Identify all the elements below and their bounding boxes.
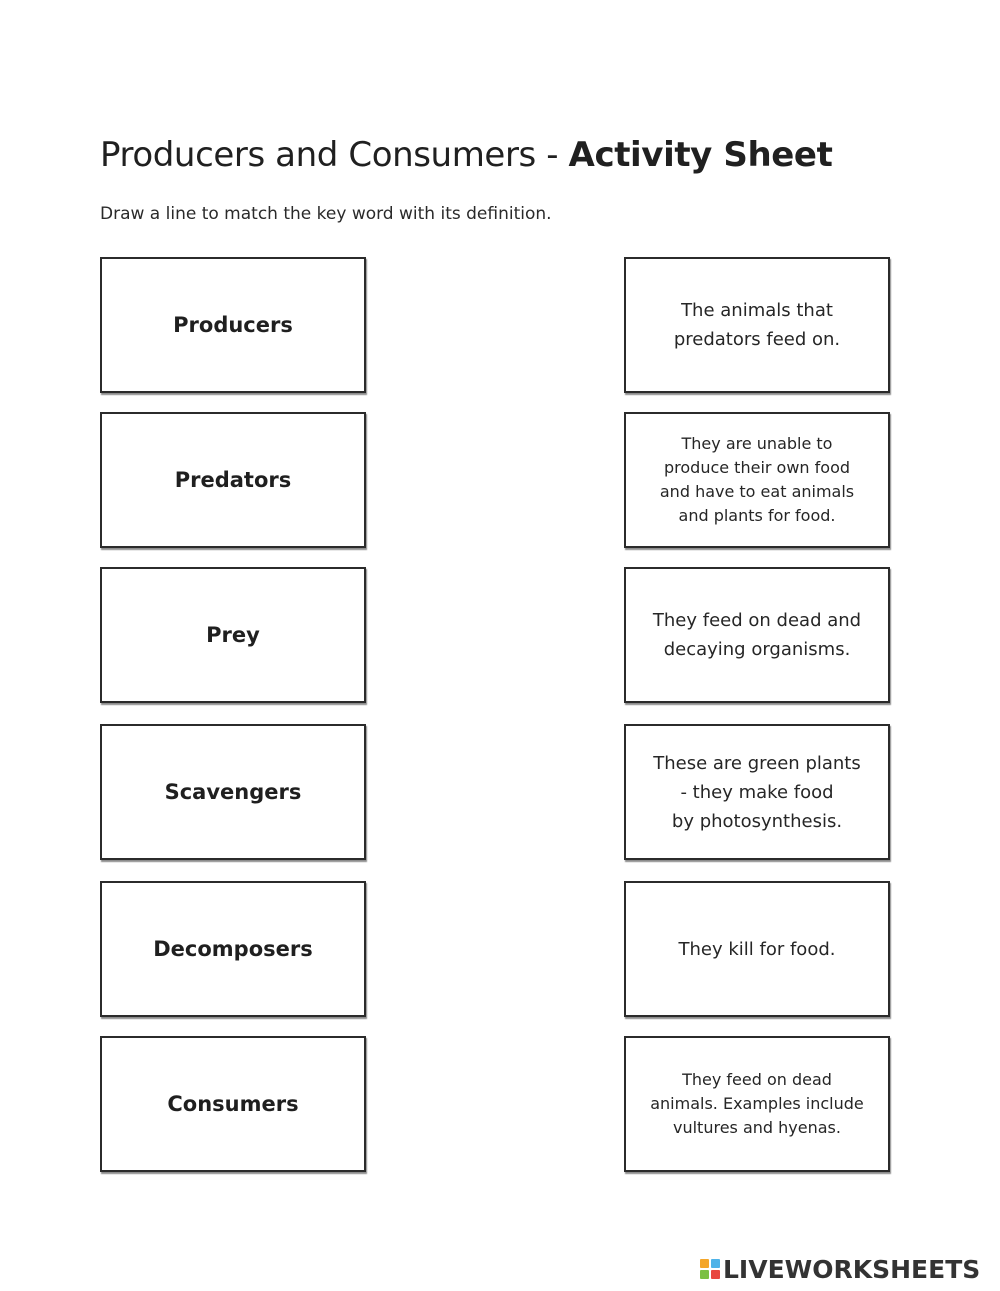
- definition-text: [646, 432, 868, 528]
- definition-text: [639, 606, 875, 664]
- term-label: Consumers: [167, 1092, 299, 1116]
- definition-line: vultures and hyenas.: [673, 1118, 841, 1137]
- definition-line: They feed on dead and: [652, 610, 862, 631]
- definition-text: [636, 1068, 878, 1140]
- definition-line: by photosynthesis.: [671, 810, 843, 832]
- definition-card-5[interactable]: [624, 881, 890, 1017]
- definition-card-2[interactable]: [624, 412, 890, 548]
- definition-text: [639, 749, 875, 836]
- definition-line: predators feed on.: [673, 329, 841, 350]
- definition-line: They feed on dead: [682, 1070, 832, 1089]
- logo-icon: [700, 1259, 720, 1279]
- definition-line: They are unable to: [681, 434, 833, 453]
- instructions: Draw a line to match the key word with its definition.: [100, 204, 552, 224]
- liveworksheets-logo[interactable]: [700, 1255, 980, 1283]
- definition-line: decaying organisms.: [663, 639, 851, 660]
- definition-text: [660, 296, 854, 354]
- title-regular: Producers and Consumers -: [100, 135, 569, 175]
- title-bold: Activity Sheet: [568, 135, 833, 175]
- definition-line: produce their own food: [663, 458, 851, 477]
- definition-card-6[interactable]: [624, 1036, 890, 1172]
- term-label: Scavengers: [164, 780, 302, 804]
- definition-line: - they make food: [680, 781, 834, 803]
- logo-text: LIVEWORKSHEETS: [723, 1254, 981, 1284]
- definition-line: and plants for food.: [678, 506, 836, 525]
- term-label: Predators: [174, 468, 292, 492]
- definition-line: animals. Examples include: [650, 1094, 864, 1113]
- definition-card-1[interactable]: [624, 257, 890, 393]
- term-card-producers[interactable]: [100, 257, 366, 393]
- definition-card-3[interactable]: [624, 567, 890, 703]
- term-label: Producers: [173, 313, 293, 337]
- term-card-decomposers[interactable]: [100, 881, 366, 1017]
- definition-line: The animals that: [681, 300, 833, 321]
- definition-line: These are green plants: [653, 752, 861, 774]
- logo-square: [711, 1259, 720, 1268]
- term-card-predators[interactable]: [100, 412, 366, 548]
- term-card-prey[interactable]: [100, 567, 366, 703]
- definition-text: [665, 935, 850, 964]
- definition-card-4[interactable]: [624, 724, 890, 860]
- term-card-consumers[interactable]: [100, 1036, 366, 1172]
- logo-square: [711, 1270, 720, 1279]
- logo-square: [700, 1259, 709, 1268]
- term-label: Decomposers: [153, 937, 313, 961]
- logo-square: [700, 1270, 709, 1279]
- page-title: [100, 135, 832, 175]
- term-label: Prey: [206, 623, 260, 647]
- term-card-scavengers[interactable]: [100, 724, 366, 860]
- definition-line: They kill for food.: [678, 938, 836, 960]
- definition-line: and have to eat animals: [659, 482, 855, 501]
